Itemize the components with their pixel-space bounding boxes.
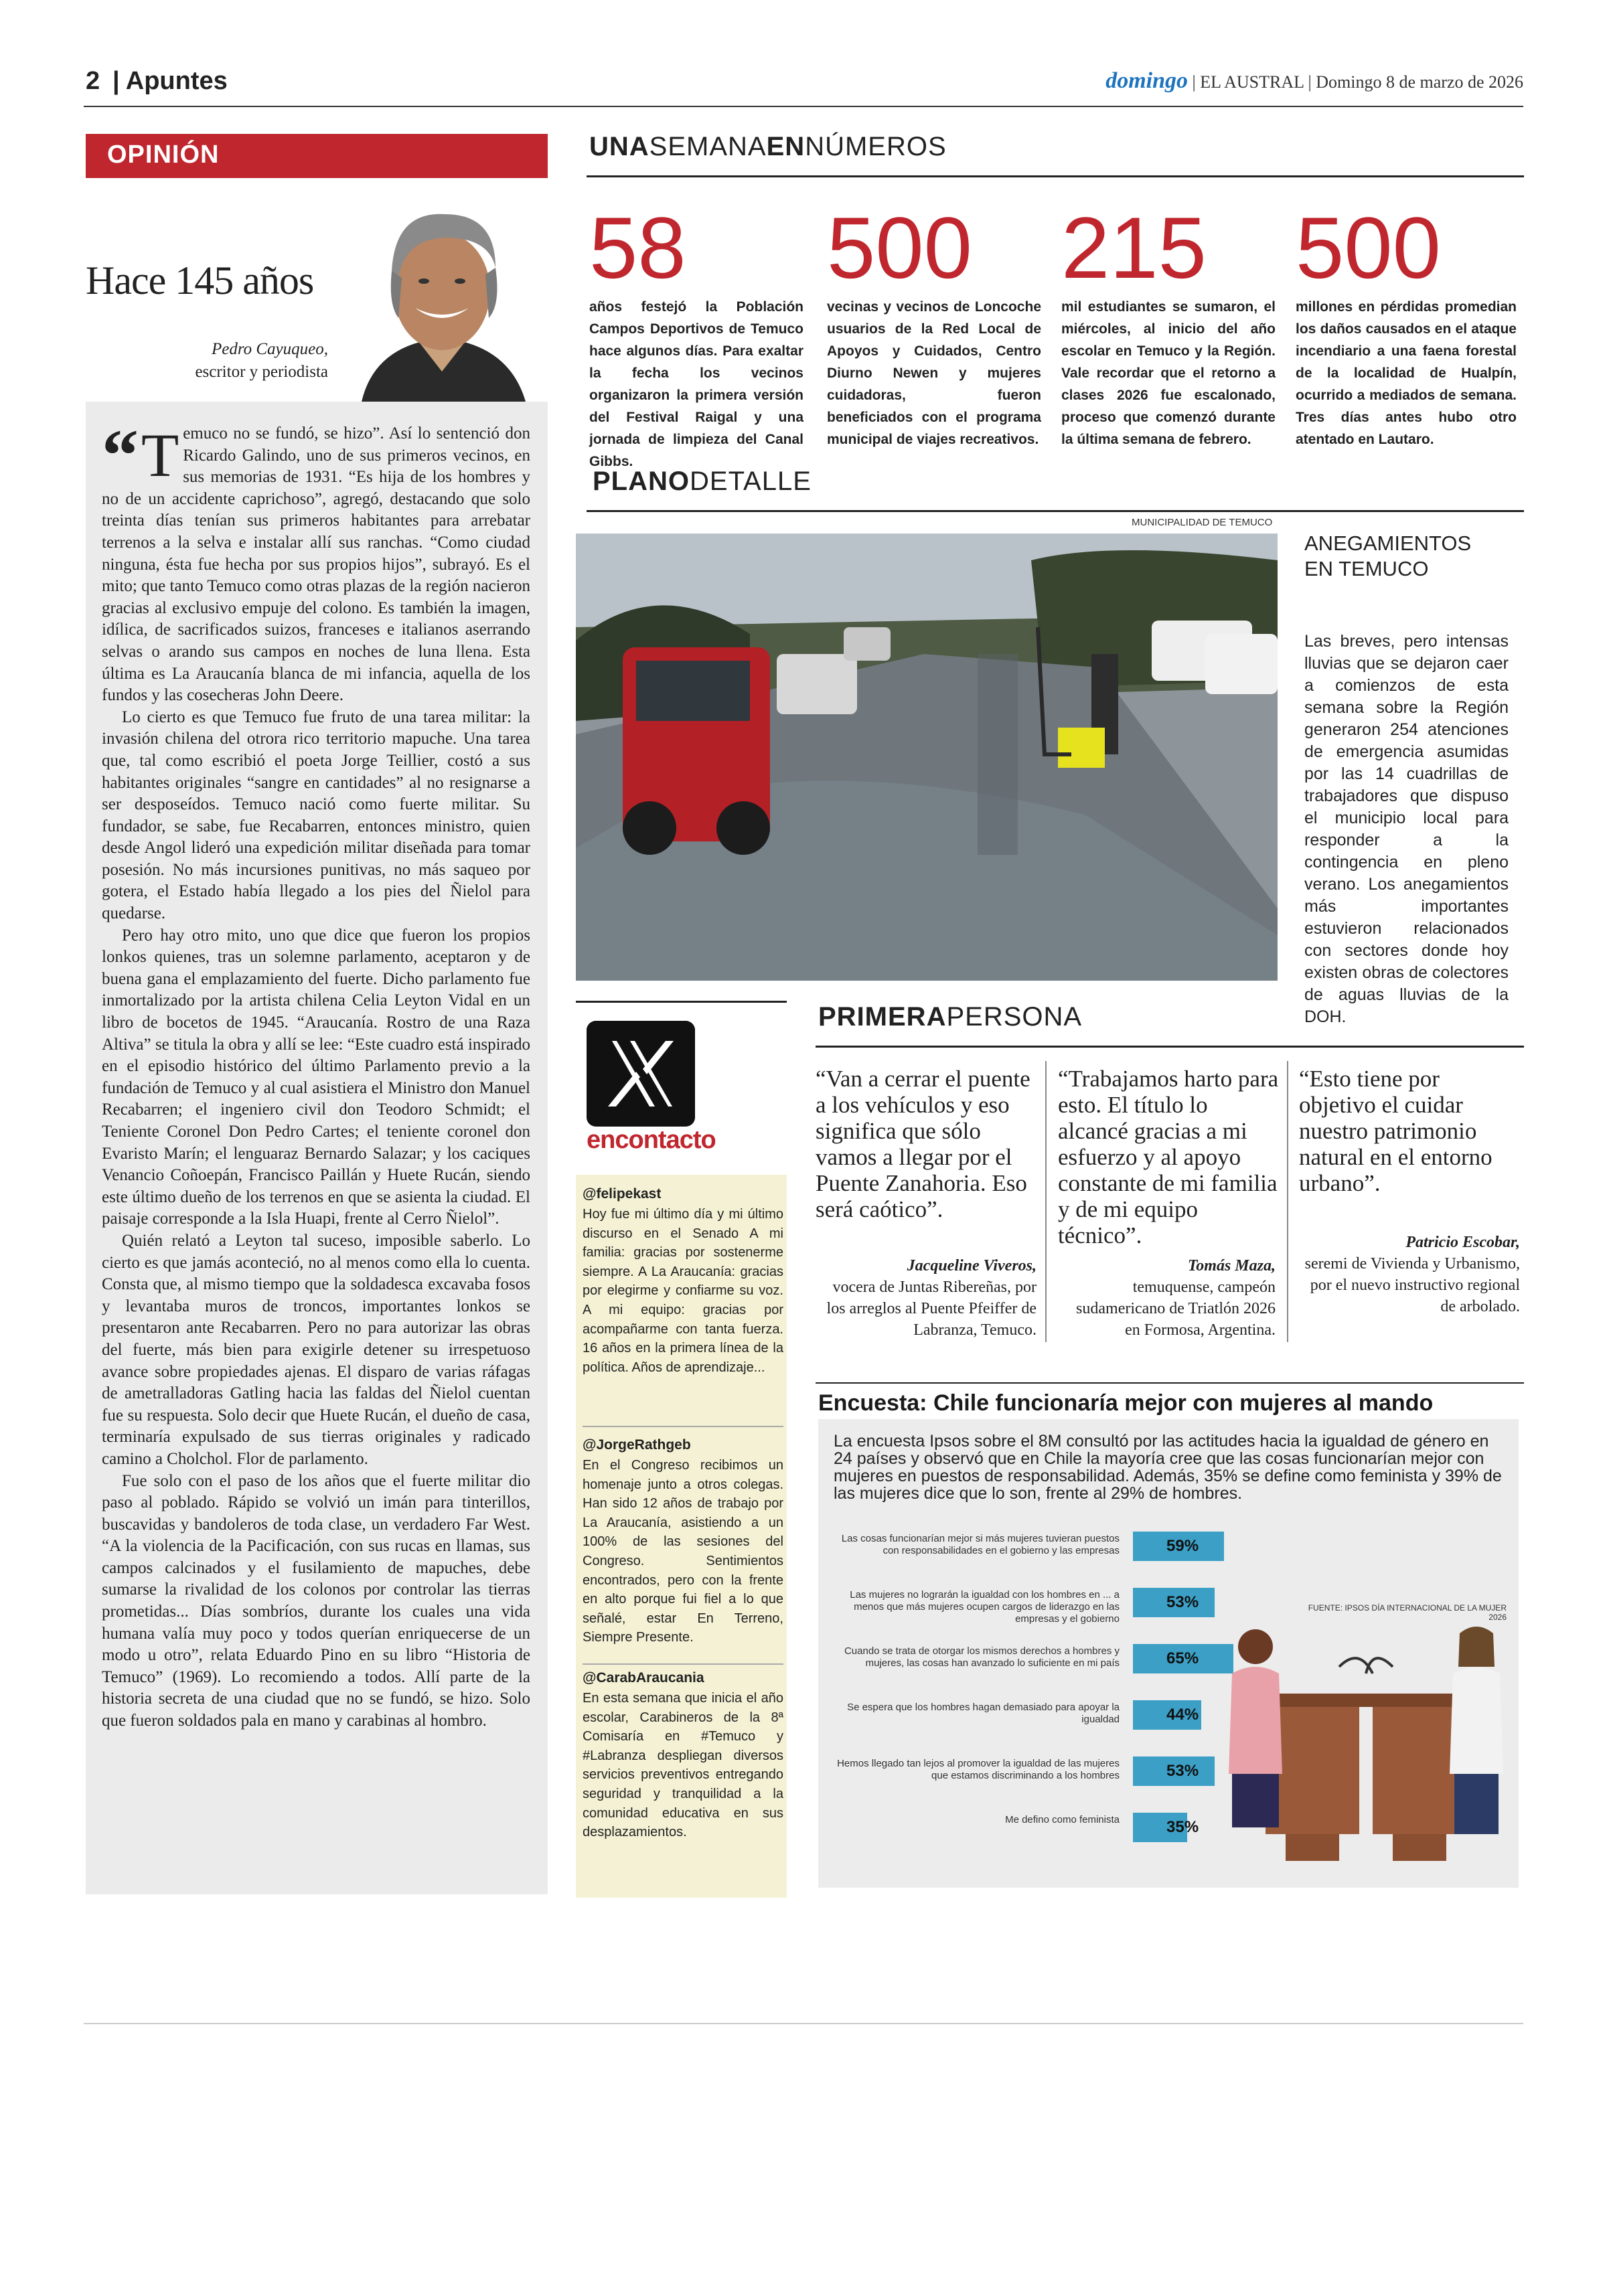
bar-label: Me defino como feminista bbox=[1005, 1814, 1120, 1825]
plano-title bbox=[1304, 531, 1471, 582]
tweet-text: En el Congreso recibimos un homenaje junto a otros colegas. Han sido 12 años de trabajo por La Araucanía, asistiendo a un 100% de las sesiones del Congreso. Sentimientos encontrados, pero con la frente en alto porque fui fiel a lo que señalé, estar En Terreno, Siempre Presente. bbox=[583, 1458, 783, 1645]
bar-label: Las mujeres no lograrán la igualdad con los hombres en ... a menos que más mujeres ocupen cargos de liderazgo en las empresas y el gobierno bbox=[850, 1589, 1120, 1625]
opinion-paragraph: Fue solo con el paso de los años que el fuerte militar dio paso al poblado. Rápido se volvió un imán para tinterillos, buscavidas y bandoleros de toda clase, un verdadero Far West. “A la violencia de la Pacificación, con sus rucas en llamas, sus campos calcinados y el fusilamiento de mapuches, debe sumarse la rivalidad de los colonos por controlar las tierras prometidas... Días sombríos, durante los cuales una vida humana valía muy poco y todos querían enriquecerse de un modo u otro”, relata Eduardo Pino en su libro “Historia de Temuco” (1969). Lo recomiendo a todos. Allí parte de la historia secreta de una ciudad que no se fundó, se hizo. Solo que fueron soldados pala en mano y carabinas al hombro. bbox=[102, 1471, 530, 1730]
quote-text: “Esto tiene por objetivo el cuidar nuestro patrimonio natural en el entorno urbano”. bbox=[1299, 1066, 1493, 1196]
stat-number: 500 bbox=[1296, 199, 1441, 297]
quote-role: seremi de Vivienda y Urbanismo, por el nuevo instructivo regional de arbolado. bbox=[1304, 1255, 1520, 1315]
quote-attribution bbox=[1299, 1232, 1520, 1317]
survey-intro: La encuesta Ipsos sobre el 8M consultó por las actitudes hacia la igualdad de género en 24 países y observó que en Chile la mayoría cree que las cosas funcionarían mejor con mujeres en puestos de responsabilidad. Además, 35% se define como feminista y 39% de las mujeres dice que lo son, frente al 29% de hombres. bbox=[834, 1432, 1502, 1503]
photo-credit: MUNICIPALIDAD DE TEMUCO bbox=[1132, 517, 1273, 528]
tweet-text: En esta semana que inicia el año escolar, Carabineros de la 8ª Comisaría en #Temuco y #Labranza despliegan diversos servicios preventivos entregando seguridad y tranquilidad a la comunidad educativa en sus desplazamientos. bbox=[583, 1691, 783, 1840]
plano-heading bbox=[593, 467, 812, 497]
contact-rule bbox=[576, 1001, 787, 1003]
opinion-byline bbox=[161, 338, 328, 384]
heading-part: SEMANA bbox=[649, 132, 767, 161]
masthead: domingo | EL AUSTRAL | Domingo 8 de marzo de 2026 bbox=[1105, 68, 1523, 93]
heading-bold: PLANO bbox=[593, 467, 690, 496]
opinion-paragraph: Pero hay otro mito, uno que dice que fueron los propios lonkos quienes, tras un solemne parlamento, aceptaron y de buena gana el emplazamiento del fuerte. Dicho parlamento fue inmortalizado por la artista chilena Celia Leyton Vidal en un libro de bocetos de 1945. “Araucanía. Rostro de una Raza Altiva” se titula la obra y allí se lee: “Este cuadro está inspirado en el episodio histórico del último Parlamento previo a la fundación de Temuco y al cual asistiera el Ministro don Manuel Recabarren; el ingeniero civil don Teodoro Schmidt; el Teniente Coronel Don Pedro Cartes; el teniente coronel don Evaristo Marín; el lenguaraz Bernardo Salazar; y los caciques Venancio Coñoepán, Francisco Paillán y Huete Rucán, siendo este último dueño de los terrenos en que se asienta la ciudad. El paisaje corresponde a la Isla Huapi, frente al Cerro Ñielol”. bbox=[102, 926, 530, 1228]
opinion-body bbox=[102, 414, 530, 1732]
page-number: 2 bbox=[86, 67, 100, 95]
issue-date: Domingo 8 de marzo de 2026 bbox=[1316, 72, 1523, 92]
paper-name: EL AUSTRAL bbox=[1200, 72, 1304, 92]
numbers-heading bbox=[589, 132, 947, 162]
quote-author: Tomás Maza, bbox=[1187, 1257, 1276, 1275]
opinion-paragraph bbox=[102, 414, 530, 707]
section-name: | Apuntes bbox=[112, 67, 228, 95]
plano-rule bbox=[587, 510, 1524, 512]
author-role: escritor y periodista bbox=[195, 363, 328, 381]
tweet-handle[interactable]: @JorgeRathgeb bbox=[583, 1437, 691, 1453]
bar-label: Las cosas funcionarían mejor si más mujeres tuvieran puestos con responsabilidades en el gobierno y las empresas bbox=[841, 1533, 1120, 1556]
quote-author: Patricio Escobar, bbox=[1405, 1234, 1520, 1251]
stat-text: años festejó la Población Campos Deportivos de Temuco hace algunos días. Para exaltar la fecha los vecinos organizaron la primera versión del Festival Raigal y una jornada de limpieza del Canal Gibbs. bbox=[589, 299, 804, 469]
tweet-divider bbox=[583, 1663, 783, 1665]
bar-value-label: 65% bbox=[1166, 1649, 1199, 1667]
quote-role: temuquense, campeón sudamericano de Triatlón 2026 en Formosa, Argentina. bbox=[1076, 1279, 1276, 1339]
tweet-handle[interactable]: @felipekast bbox=[583, 1186, 662, 1202]
opinion-paragraph: Lo cierto es que Temuco fue fruto de una tarea militar: la invasión chilena del otrora rico territorio mapuche. Una tarea que, tal como escribió el poeta Jorge Teillier, costó a sus habitantes originales “sangre en cantidades” al no resignarse a ser desposeídos. Temuco nació como fuerte militar. Su fundador, se sabe, fue Recabarren, entonces ministro, quien desde Angol lideró una expedición militar diseñada para tomar posesión. No más incursiones punitivas, no más saqueo por gotera, el Estado había llegado a los pies del Ñielol para quedarse. bbox=[102, 708, 530, 923]
heading-part: DETALLE bbox=[690, 467, 812, 496]
tweet-divider bbox=[583, 1426, 783, 1427]
paragraph-text: emuco no se fundó, se hizo”. Así lo sentenció don Ricardo Galindo, uno de sus primeros vecinos, en sus memorias de 1931. “Es hija de los hombres y no de un accidente caprichoso”, agregó, destacando que solo treinta días tenían sus primeros habitantes para arrebatar terrenos a la selva e instalar allí sus ranchas. “Como ciudad ninguna, ésta fue hecha por sus propios hijos”, subrayó. Es el mito; que tanto Temuco como otras plazas de la región nacieron gracias al exclusivo empuje del colono. Es también la imagen, idílica, de sacrificados suizos, franceses e italianos aserrando selvas o arando sus campos en noches de luna llena. Esta última es La Araucanía blanca de mi infancia, aquella de los fundos y las cosecheras John Deere. bbox=[102, 424, 530, 705]
quote-attribution bbox=[816, 1255, 1037, 1341]
quote-author: Jacqueline Viveros, bbox=[907, 1257, 1037, 1275]
bar-value-label: 35% bbox=[1166, 1818, 1199, 1836]
heading-bold: EN bbox=[766, 132, 806, 161]
stat-number: 58 bbox=[589, 199, 686, 297]
quote-divider bbox=[1287, 1061, 1288, 1342]
bar-value-label: 53% bbox=[1166, 1762, 1199, 1780]
section-label: Apuntes bbox=[125, 67, 228, 95]
heading-part: PERSONA bbox=[946, 1002, 1083, 1032]
quote-text: “Van a cerrar el puente a los vehículos y eso significa que sólo vamos a llegar por el Puente Zanahoria. Eso será caótico”. bbox=[816, 1066, 1030, 1222]
heading-bold: PRIMERA bbox=[818, 1002, 947, 1032]
stat-number: 215 bbox=[1061, 199, 1207, 297]
survey-source: FUENTE: IPSOS DÍA INTERNACIONAL DE LA MUJER 2026 bbox=[1308, 1603, 1507, 1622]
stat-text: vecinas y vecinos de Loncoche usuarios de la Red Local de Apoyos y Cuidados, Centro Diurno Newen y mujeres cuidadoras, fueron beneficiados con el programa municipal de viajes recreativos. bbox=[827, 299, 1041, 447]
contact-label-en: en bbox=[587, 1126, 615, 1154]
plano-text: Las breves, pero intensas lluvias que se dejaron caer a comienzos de esta semana sobre la Región generaron 254 atenciones de emergencia asumidas por las 14 cuadrillas de trabajadores que dispuso el municipio local para responder a la contingencia en pleno verano. Los anegamientos más importantes estuvieron relacionados con sectores donde hoy existen obras de colectores de aguas lluvias de la DOH. bbox=[1304, 632, 1509, 1026]
contact-label-rest: contacto bbox=[615, 1126, 716, 1154]
brand-domingo: domingo bbox=[1105, 68, 1188, 93]
tweet-text: Hoy fue mi último día y mi último discurso en el Senado A mi familia: gracias por sostenerme siempre. A La Araucanía: gracias por elegirme y confiarme su voz. A mi equipo: gracias por acompañarme con tanta fuerza. 16 años en la primera línea de la política. Años de aprendizaje... bbox=[583, 1207, 783, 1375]
survey-title: Encuesta: Chile funcionaría mejor con mujeres al mando bbox=[818, 1390, 1434, 1416]
opinion-title: Hace 145 años bbox=[86, 258, 314, 303]
open-quote-mark: “ bbox=[102, 414, 139, 496]
stat-number: 500 bbox=[827, 199, 972, 297]
header-rule bbox=[84, 106, 1523, 107]
footer-rule bbox=[84, 2023, 1523, 2024]
women-podium-illustration bbox=[1205, 1620, 1513, 1888]
heading-part: NÚMEROS bbox=[805, 132, 947, 161]
bar-label: Se espera que los hombres hagan demasiado para apoyar la igualdad bbox=[847, 1702, 1120, 1725]
stat-text: millones en pérdidas promedian los daños causados en el ataque incendiario a una faena forestal de la localidad de Hualpín, ocurrido a mediados de semana. Tres días antes hubo otro atentado en Lautaro. bbox=[1296, 299, 1517, 447]
drop-cap: T bbox=[141, 421, 179, 489]
bar-value-label: 53% bbox=[1166, 1593, 1199, 1611]
plano-title-line: ANEGAMIENTOS bbox=[1304, 531, 1472, 555]
bar-value-label: 59% bbox=[1166, 1537, 1199, 1555]
opinion-paragraph: Quién relató a Leyton tal suceso, imposible saberlo. Lo cierto es que jamás aconteció, no al menos como ella lo cuenta. Consta que, al mismo tiempo que la soldadesca excavaba fosos y levantaba muros de troncos, importantes lonkos se presentaron ante Recabarren. Pero no para autorizar las obras del fuerte, más bien para exigirle detener su irrespetuoso avance sobre propiedades ajenas. El disparo de varias ráfagas de ametralladoras Gatling hacia las faldas del Ñielol cuentan fue su respuesta. Solo decir que Huete Rucán, el dueño de casa, terminaría expulsado de sus tierras originales y radicado camino a Cholchol. Flor de parlamento. bbox=[102, 1231, 530, 1468]
flooded-street-photo bbox=[576, 534, 1278, 981]
bar-label: Hemos llegado tan lejos al promover la igualdad de las mujeres que estamos discriminando a los hombres bbox=[837, 1758, 1120, 1781]
author-portrait bbox=[335, 191, 549, 402]
plano-title-line: EN TEMUCO bbox=[1304, 557, 1429, 580]
primera-heading bbox=[818, 1002, 1082, 1032]
quote-attribution bbox=[1058, 1255, 1276, 1341]
contact-label bbox=[587, 1126, 716, 1155]
quote-divider bbox=[1045, 1061, 1047, 1342]
stat-text: mil estudiantes se sumaron, el miércoles, al inicio del año escolar en Temuco y la Región. Vale recordar que el retorno a clases 2026 fue escalonado, proceso que comenzó durante la última semana de febrero. bbox=[1061, 299, 1276, 447]
opinion-label-bar bbox=[86, 134, 548, 178]
numbers-rule bbox=[587, 175, 1524, 177]
primera-rule bbox=[816, 1046, 1524, 1048]
heading-bold: UNA bbox=[589, 132, 649, 161]
tweet-handle[interactable]: @CarabAraucania bbox=[583, 1670, 704, 1686]
author-name: Pedro Cayuqueo, bbox=[211, 340, 328, 358]
quote-text: “Trabajamos harto para esto. El título lo alcancé gracias a mi esfuerzo y al apoyo constante de mi familia y de mi equipo técnico”. bbox=[1058, 1066, 1279, 1248]
survey-rule bbox=[816, 1382, 1524, 1384]
x-logo-icon bbox=[587, 1021, 695, 1127]
quote-role: vocera de Juntas Ribereñas, por los arreglos al Puente Pfeiffer de Labranza, Temuco. bbox=[826, 1279, 1037, 1339]
bar-label: Cuando se trata de otorgar los mismos derechos a hombres y mujeres, las cosas han avanzado lo suficiente en mi país bbox=[844, 1645, 1120, 1669]
bar-value-label: 44% bbox=[1166, 1706, 1199, 1724]
opinion-label: OPINIÓN bbox=[107, 141, 220, 169]
